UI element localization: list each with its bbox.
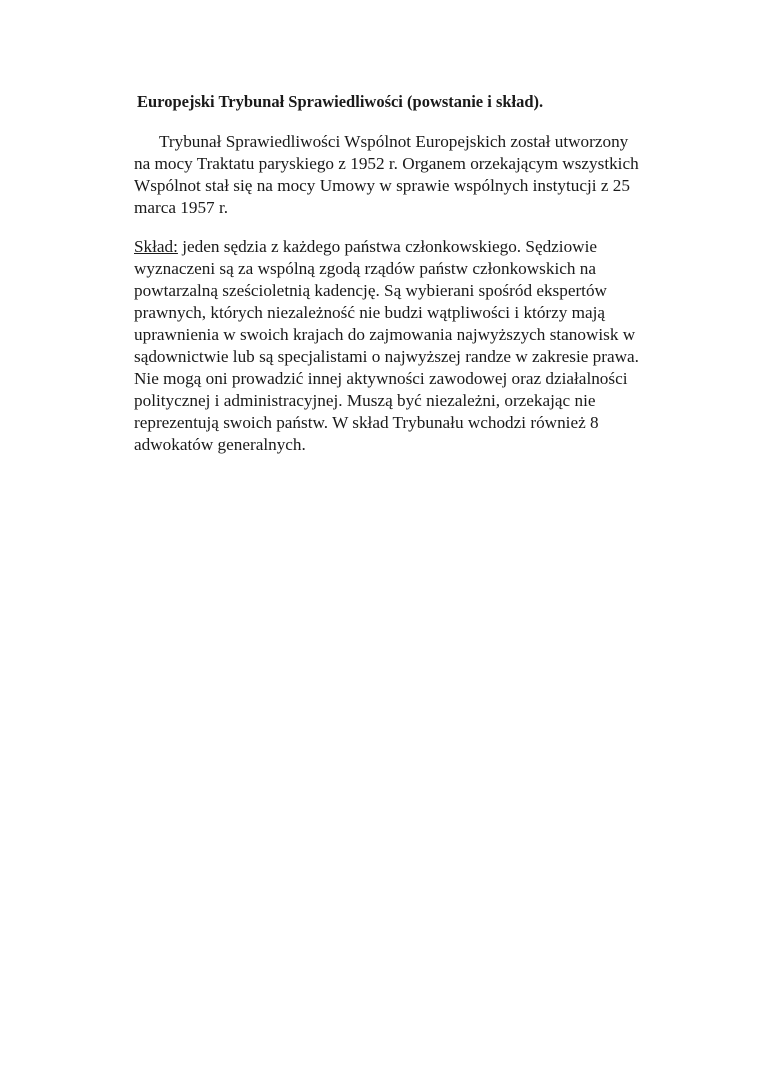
text-line (134, 236, 654, 258)
text-line: reprezentują swoich państw. W skład Trybunału wchodzi również 8 (134, 413, 599, 432)
text-line: prawnych, których niezależność nie budzi wątpliwości i którzy mają (134, 303, 606, 322)
text-line: adwokatów generalnych. (134, 435, 306, 454)
text-line: Wspólnot stał się na mocy Umowy w sprawie wspólnych instytucji z 25 (134, 176, 630, 195)
section-label: Skład: (134, 237, 178, 256)
text-line: marca 1957 r. (134, 198, 229, 217)
text-line: powtarzalną sześcioletnią kadencję. Są wybierani spośród ekspertów (134, 281, 607, 300)
paragraph-composition (134, 236, 654, 456)
text-line: Trybunał Sprawiedliwości Wspólnot Europejskich został utworzony (159, 132, 629, 151)
text-fragment: jeden sędzia z każdego państwa członkowskiego. Sędziowie (177, 237, 597, 256)
paragraph-origin (134, 131, 654, 219)
text-line: Nie mogą oni prowadzić innej aktywności zawodowej oraz działalności (134, 369, 628, 388)
text-line: sądownictwie lub są specjalistami o najwyższej randze w zakresie prawa. (134, 347, 639, 366)
text-line: politycznej i administracyjnej. Muszą być niezależni, orzekając nie (134, 391, 596, 410)
text-line: na mocy Traktatu paryskiego z 1952 r. Organem orzekającym wszystkich (134, 154, 639, 173)
text-line: uprawnienia w swoich krajach do zajmowania najwyższych stanowisk w (134, 325, 636, 344)
document-title: Europejski Trybunał Sprawiedliwości (powstanie i skład). (137, 92, 544, 111)
text-line: wyznaczeni są za wspólną zgodą rządów państw członkowskich na (134, 259, 596, 278)
